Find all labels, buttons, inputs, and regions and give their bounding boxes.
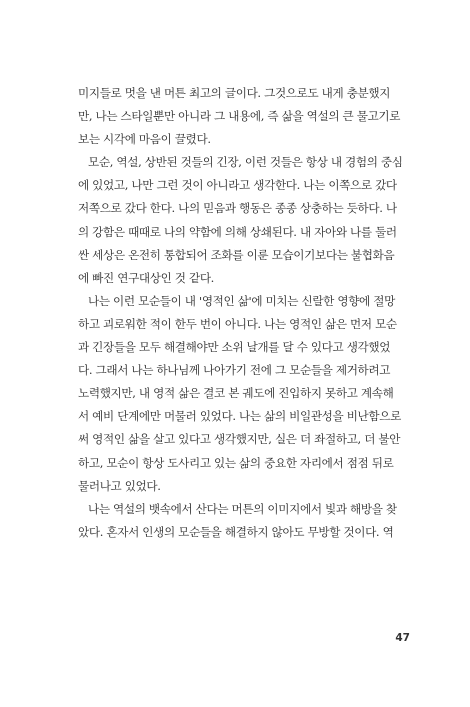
text-line: 미지들로 멋을 낸 머튼 최고의 글이다. 그것으로도 내게 충분했지 xyxy=(78,86,391,100)
text-line: 만, 나는 스타일뿐만 아니라 그 내용에, 즉 삶을 역설의 큰 물고기로 xyxy=(78,109,401,124)
text-line: 물러나고 있었다. xyxy=(78,478,161,493)
paragraph-start-line: 모순, 역설, 상반된 것들의 긴장, 이런 것들은 항상 내 경험의 중심 xyxy=(88,155,403,170)
paragraph-start-line: 나는 이런 모순들이 내 '영적인 삶'에 미치는 신랄한 영향에 절망 xyxy=(88,293,395,308)
text-line: 과 긴장들을 모두 해결해야만 소위 날개를 달 수 있다고 생각했었 xyxy=(78,340,391,355)
text-line: 보는 시각에 마음이 끌렸다. xyxy=(78,132,211,147)
text-line: 에 빠진 연구대상인 것 같다. xyxy=(78,270,215,285)
text-line: 서 예비 단계에만 머물러 있었다. 나는 삶의 비일관성을 비난함으로 xyxy=(78,409,401,424)
text-line: 써 영적인 삶을 살고 있다고 생각했지만, 실은 더 좌절하고, 더 불안 xyxy=(78,432,401,447)
text-line: 하고, 모순이 항상 도사리고 있는 삶의 중요한 자리에서 점점 뒤로 xyxy=(78,455,394,470)
page-number: 47 xyxy=(395,632,410,644)
text-line: 았다. 혼자서 인생의 모순들을 해결하지 않아도 무방할 것이다. 역 xyxy=(78,524,394,539)
text-line: 하고 괴로워한 적이 한두 번이 아니다. 나는 영적인 삶은 먼저 모순 xyxy=(78,316,397,331)
text-line: 에 있었고, 나만 그런 것이 아니라고 생각한다. 나는 이쪽으로 갔다 xyxy=(78,178,397,193)
text-line: 다. 그래서 나는 하나님께 나아가기 전에 그 모순들을 제거하려고 xyxy=(78,363,391,378)
text-line: 노력했지만, 내 영적 삶은 결코 본 궤도에 진입하지 못하고 계속해 xyxy=(78,386,394,401)
text-line: 저쪽으로 갔다 한다. 나의 믿음과 행동은 종종 상충하는 듯하다. 나 xyxy=(78,201,397,216)
paragraph-start-line: 나는 역설의 뱃속에서 산다는 머튼의 이미지에서 빛과 해방을 찾 xyxy=(88,501,397,516)
text-line: 싼 세상은 온전히 통합되어 조화를 이룬 모습이기보다는 불협화음 xyxy=(78,247,395,262)
text-line: 의 강함은 때때로 나의 약함에 의해 상쇄된다. 내 자아와 나를 둘러 xyxy=(78,224,397,239)
body-text xyxy=(78,82,408,544)
